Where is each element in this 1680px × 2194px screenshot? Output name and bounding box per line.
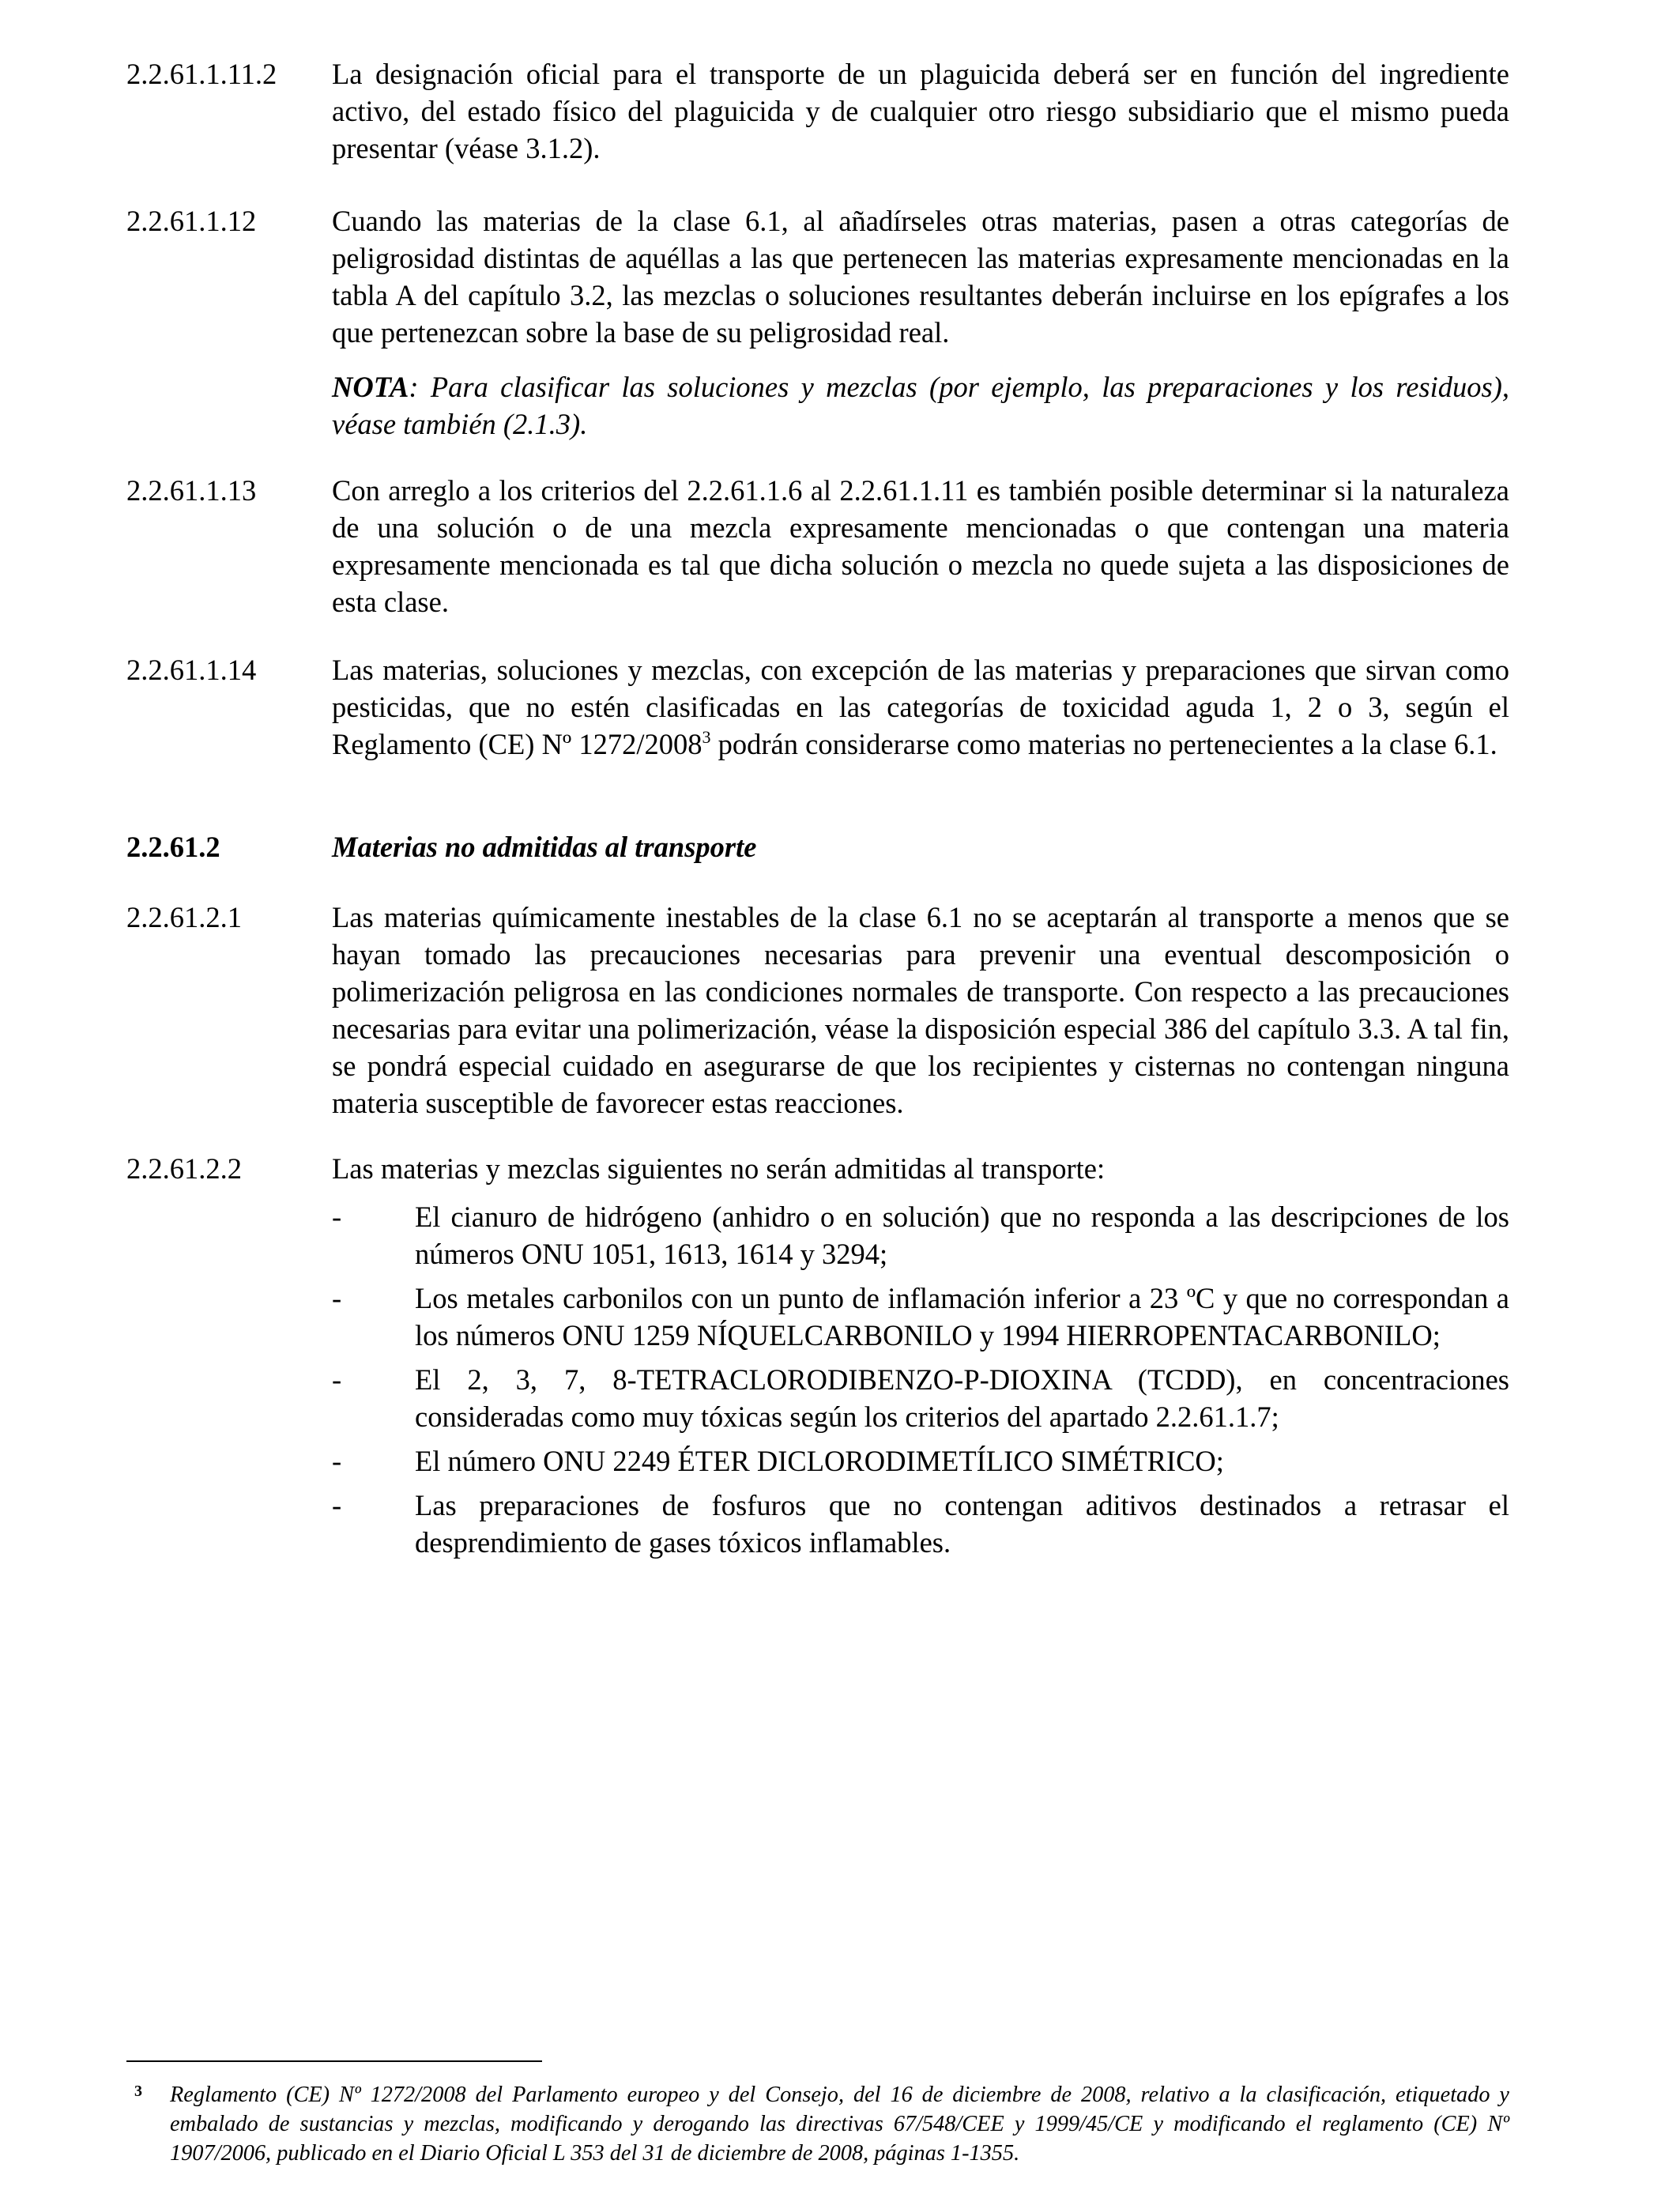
list-item <box>332 1280 1509 1354</box>
list-item <box>332 1487 1509 1561</box>
dash-marker: - <box>332 1489 342 1521</box>
paragraph-number: 2.2.61.1.11.2 <box>126 58 277 90</box>
note-text: : Para clasificar las soluciones y mezclas (por ejemplo, las preparaciones y los residuos), véase también (2.1.3). <box>332 371 1509 440</box>
paragraph-text: Cuando las materias de la clase 6.1, al añadírseles otras materias, pasen a otras categorías de peligrosidad distintas de aquéllas a las que pertenecen las materias expresamente mencionadas en la tabla A del capítulo 3.2, las mezclas o soluciones resultantes deberán incluirse en los epígrafes a los que pertenezcan sobre la base de su peligrosidad real. <box>332 205 1509 349</box>
paragraph-number: 2.2.61.2.1 <box>126 901 242 933</box>
paragraph-text-part: Las materias, soluciones y mezclas, con excepción de las materias y preparaciones que sirvan como pesticidas, que no estén clasificadas en las categorías de toxicidad aguda 1, 2 o 3, según el Reglamento (CE) Nº 1272/2008 <box>332 654 1509 760</box>
footnote-mark: 3 <box>134 2083 142 2100</box>
paragraph-2-2-61-1-14 <box>126 651 1509 763</box>
dash-marker: - <box>332 1201 342 1233</box>
paragraph-text: Con arreglo a los criterios del 2.2.61.1.6 al 2.2.61.1.11 es también posible determinar si la naturaleza de una solución o de una mezcla expresamente mencionadas o que contengan una materia expresamente mencionada es tal que dicha solución o mezcla no quede sujeta a las disposiciones de esta clase. <box>332 474 1509 618</box>
list-item <box>332 1361 1509 1435</box>
list-item-text: El cianuro de hidrógeno (anhidro o en solución) que no responda a las descripciones de los números ONU 1051, 1613, 1614 y 3294; <box>415 1201 1509 1270</box>
paragraph-2-2-61-1-11-2 <box>126 55 1509 167</box>
paragraph-2-2-61-1-12 <box>126 202 1509 443</box>
note <box>332 368 1509 443</box>
footnote <box>126 2080 1509 2168</box>
paragraph-text: Las materias y mezclas siguientes no serán admitidas al transporte: <box>332 1152 1106 1185</box>
dash-marker: - <box>332 1363 342 1396</box>
paragraph-text: Las materias químicamente inestables de la clase 6.1 no se aceptarán al transporte a menos que se hayan tomado las precauciones necesarias para prevenir una eventual descomposición o polimerización peligrosa en las condiciones normales de transporte. Con respecto a las precauciones necesarias para evitar una polimerización, véase la disposición especial 386 del capítulo 3.3. A tal fin, se pondrá especial cuidado en asegurarse de que los recipientes y cisternas no contengan ninguna materia susceptible de favorecer estas reacciones. <box>332 901 1509 1119</box>
paragraph-number: 2.2.61.1.13 <box>126 474 257 507</box>
paragraph-text <box>332 651 1509 763</box>
section-number: 2.2.61.2 <box>126 831 220 863</box>
paragraph-number: 2.2.61.1.14 <box>126 654 257 686</box>
list-item-text: El número ONU 2249 ÉTER DICLORODIMETÍLICO SIMÉTRICO; <box>415 1445 1224 1477</box>
dash-marker: - <box>332 1445 342 1477</box>
dash-marker: - <box>332 1282 342 1314</box>
dash-list <box>332 1198 1509 1561</box>
section-heading <box>126 828 1509 865</box>
paragraph-text: La designación oficial para el transporte de un plaguicida deberá ser en función del ingrediente activo, del estado físico del plaguicida y de cualquier otro riesgo subsidiario que el mismo pueda presentar (véase 3.1.2). <box>332 58 1509 164</box>
list-item <box>332 1442 1509 1480</box>
paragraph-2-2-61-2-1 <box>126 899 1509 1122</box>
paragraph-number: 2.2.61.2.2 <box>126 1152 242 1185</box>
paragraph-number: 2.2.61.1.12 <box>126 205 257 237</box>
paragraph-2-2-61-1-13 <box>126 472 1509 620</box>
footnote-reference: 3 <box>702 727 711 747</box>
list-item-text: El 2, 3, 7, 8-TETRACLORODIBENZO-P-DIOXINA (TCDD), en concentraciones consideradas como muy tóxicas según los criterios del apartado 2.2.61.1.7; <box>415 1363 1509 1433</box>
list-item <box>332 1198 1509 1272</box>
section-title: Materias no admitidas al transporte <box>332 831 757 863</box>
paragraph-2-2-61-2-2 <box>126 1150 1509 1568</box>
footnote-text: Reglamento (CE) Nº 1272/2008 del Parlamento europeo y del Consejo, del 16 de diciembre de 2008, relativo a la clasificación, etiquetado y embalado de sustancias y mezclas, modificando y derogando las directivas 67/548/CEE y 1999/45/CE y modificando el reglamento (CE) Nº 1907/2006, publicado en el Diario Oficial L 353 del 31 de diciembre de 2008, páginas 1-1355. <box>170 2083 1509 2166</box>
paragraph-text-part: podrán considerarse como materias no pertenecientes a la clase 6.1. <box>710 728 1497 760</box>
note-label: NOTA <box>332 371 409 403</box>
list-item-text: Las preparaciones de fosfuros que no contengan aditivos destinados a retrasar el desprendimiento de gases tóxicos inflamables. <box>415 1489 1509 1559</box>
footnote-separator <box>126 2060 542 2062</box>
list-item-text: Los metales carbonilos con un punto de inflamación inferior a 23 ºC y que no correspondan a los números ONU 1259 NÍQUELCARBONILO y 1994 HIERROPENTACARBONILO; <box>415 1282 1509 1351</box>
